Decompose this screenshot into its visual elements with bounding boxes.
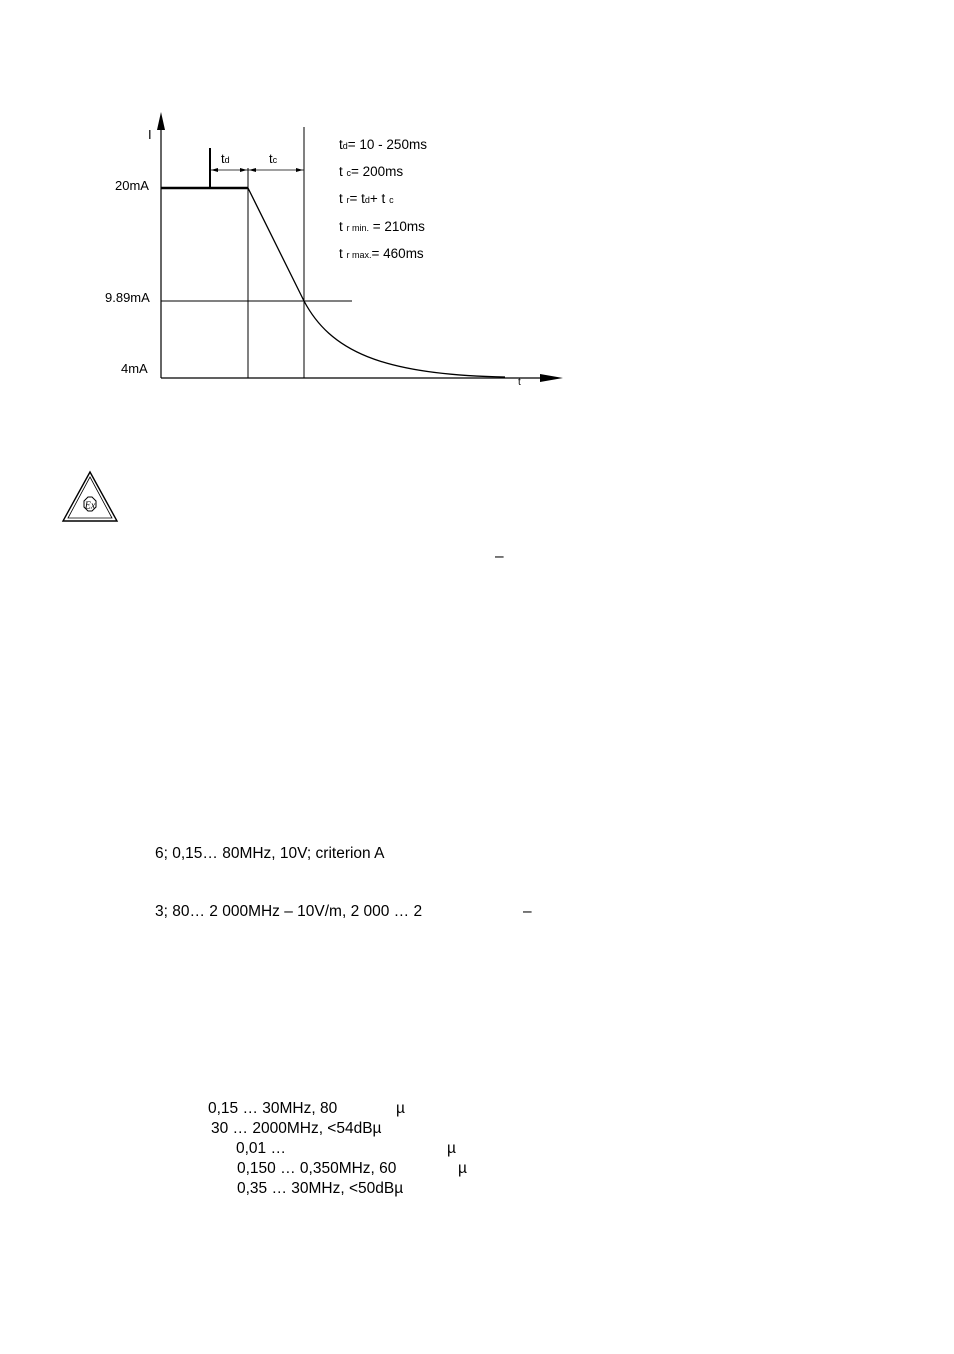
param-tr: t r= td+ t c bbox=[339, 191, 394, 206]
y-axis-label: I bbox=[148, 127, 152, 142]
emission-line-1: 0,15 … 30MHz, 80 bbox=[208, 1100, 338, 1117]
current-curve bbox=[248, 188, 505, 377]
x-axis-label: t bbox=[518, 377, 521, 388]
emc-radiated-line: 3; 80… 2 000MHz – 10V/m, 2 000 … 2 bbox=[155, 903, 423, 920]
td-label: td bbox=[221, 151, 230, 166]
emc-radiated-dash: – bbox=[523, 903, 532, 920]
ex-symbol-text: Ex bbox=[84, 500, 96, 512]
tc-arrow-right bbox=[296, 168, 303, 172]
emission-line-4: 0,150 … 0,350MHz, 60 bbox=[237, 1160, 397, 1177]
level-label-20ma: 20mA bbox=[115, 178, 149, 193]
emission-line-3-mu: µ bbox=[447, 1140, 456, 1157]
param-tc: t c= 200ms bbox=[339, 164, 404, 179]
td-arrow-right bbox=[240, 168, 247, 172]
td-arrow-left bbox=[211, 168, 218, 172]
tc-label: tc bbox=[269, 151, 278, 166]
param-tr-max: t r max.= 460ms bbox=[339, 246, 424, 261]
y-axis-arrow bbox=[157, 112, 165, 130]
param-td: td= 10 - 250ms bbox=[339, 137, 427, 152]
tc-arrow-left bbox=[249, 168, 256, 172]
ex-hazard-icon bbox=[60, 470, 120, 524]
emission-line-2: 30 … 2000MHz, <54dBµ bbox=[211, 1120, 382, 1137]
dash-mark: – bbox=[495, 548, 504, 565]
level-label-4ma: 4mA bbox=[121, 361, 148, 376]
param-tr-min: t r min. = 210ms bbox=[339, 219, 425, 234]
response-time-diagram bbox=[0, 0, 954, 420]
x-axis-arrow bbox=[540, 374, 563, 382]
level-label-989ma: 9.89mA bbox=[105, 290, 150, 305]
emission-line-4-mu: µ bbox=[458, 1160, 467, 1177]
emission-line-3: 0,01 … bbox=[236, 1140, 286, 1157]
emc-conducted-line: 6; 0,15… 80MHz, 10V; criterion A bbox=[155, 845, 385, 862]
emission-line-5: 0,35 … 30MHz, <50dBµ bbox=[237, 1180, 404, 1197]
emission-line-1-mu: µ bbox=[396, 1100, 405, 1117]
